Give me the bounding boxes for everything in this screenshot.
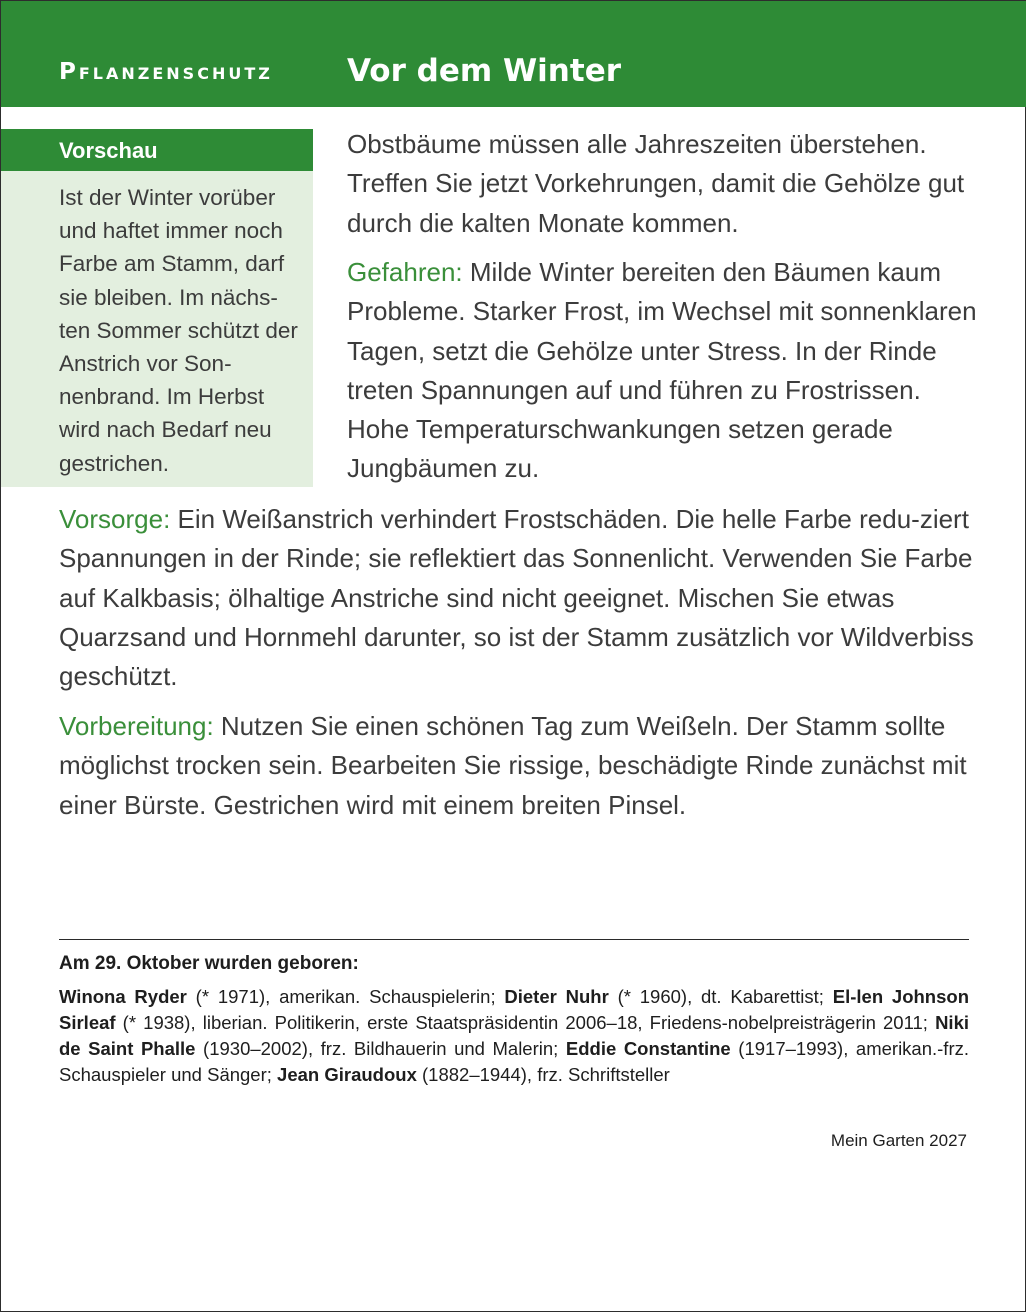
- section-text: Ein Weißanstrich verhindert Frostschäden. Die helle Farbe redu-ziert Spannungen in der Rinde; sie reflektiert das Sonnenlicht. Verwenden Sie Farbe auf Kalkbasis; ölhaltige Anstriche sind nicht geeignet. Mischen Sie etwas Quarzsand und Hornmehl darunter, so ist der Stamm zusätzlich vor Wildverbiss geschützt.: [59, 504, 974, 692]
- page-title: Vor dem Winter: [347, 53, 622, 89]
- birthdays-heading: Am 29. Oktober wurden geboren:: [59, 953, 359, 974]
- section-label: Vorsorge:: [59, 504, 171, 534]
- divider: [59, 939, 969, 940]
- section-vorsorge: [59, 500, 979, 696]
- person-info: (* 1938), liberian. Politikerin, erste Staatspräsidentin 2006–18, Friedens-nobelpreisträgerin 2011;: [115, 1012, 936, 1033]
- person-name: Niki de Saint Phalle: [59, 1012, 969, 1059]
- section-text: Nutzen Sie einen schönen Tag zum Weißeln. Der Stamm sollte möglichst trocken sein. Bearbeiten Sie rissige, beschädigte Rinde zunächst mit einer Bürste. Gestrichen wird mit einem breiten Pinsel.: [59, 711, 967, 820]
- intro-paragraph: Obstbäume müssen alle Jahreszeiten überstehen. Treffen Sie jetzt Vorkehrungen, damit die Gehölze gut durch die kalten Monate kommen.: [347, 129, 965, 238]
- person-info: (* 1971), amerikan. Schauspielerin;: [186, 986, 505, 1007]
- person-info: (1882–1944), frz. Schriftsteller: [416, 1064, 670, 1085]
- section-text: Milde Winter bereiten den Bäumen kaum Probleme. Starker Frost, im Wechsel mit sonnenklaren Tagen, setzt die Gehölze unter Stress. In der Rinde treten Spannungen auf und führen zu Frostrissen. Hohe Temperaturschwankungen setzen gerade Jungbäumen zu.: [347, 257, 977, 484]
- preview-header: [1, 129, 313, 171]
- preview-sidebar: [1, 129, 313, 487]
- section-label: Vorbereitung:: [59, 711, 214, 741]
- preview-title: Vorschau: [59, 138, 158, 163]
- footer-text: Mein Garten 2027: [830, 1131, 967, 1150]
- category-label: Pflanzenschutz: [59, 59, 273, 85]
- person-name: Jean Giraudoux: [277, 1064, 417, 1085]
- person-info: (* 1960), dt. Kabarettist;: [608, 986, 833, 1007]
- section-gefahren: [347, 253, 987, 489]
- person-info: (1930–2002), frz. Bildhauerin und Malerin;: [195, 1038, 566, 1059]
- person-name: El-len Johnson Sirleaf: [59, 986, 969, 1033]
- section-vorbereitung: [59, 707, 979, 825]
- person-name: Winona Ryder: [59, 986, 187, 1007]
- birthdays-text: [59, 984, 969, 1088]
- header-bar: [1, 1, 1026, 107]
- person-name: Dieter Nuhr: [504, 986, 609, 1007]
- section-label: Gefahren:: [347, 257, 463, 287]
- preview-text: Ist der Winter vorüber und haftet immer noch Farbe am Stamm, darf sie bleiben. Im nächs-ten Sommer schützt der Anstrich vor Son-nenbrand. Im Herbst wird nach Bedarf neu gestrichen.: [59, 185, 298, 476]
- person-name: Eddie Constantine: [565, 1038, 731, 1059]
- person-info: (1917–1993), amerikan.-frz. Schauspieler und Sänger;: [59, 1038, 969, 1085]
